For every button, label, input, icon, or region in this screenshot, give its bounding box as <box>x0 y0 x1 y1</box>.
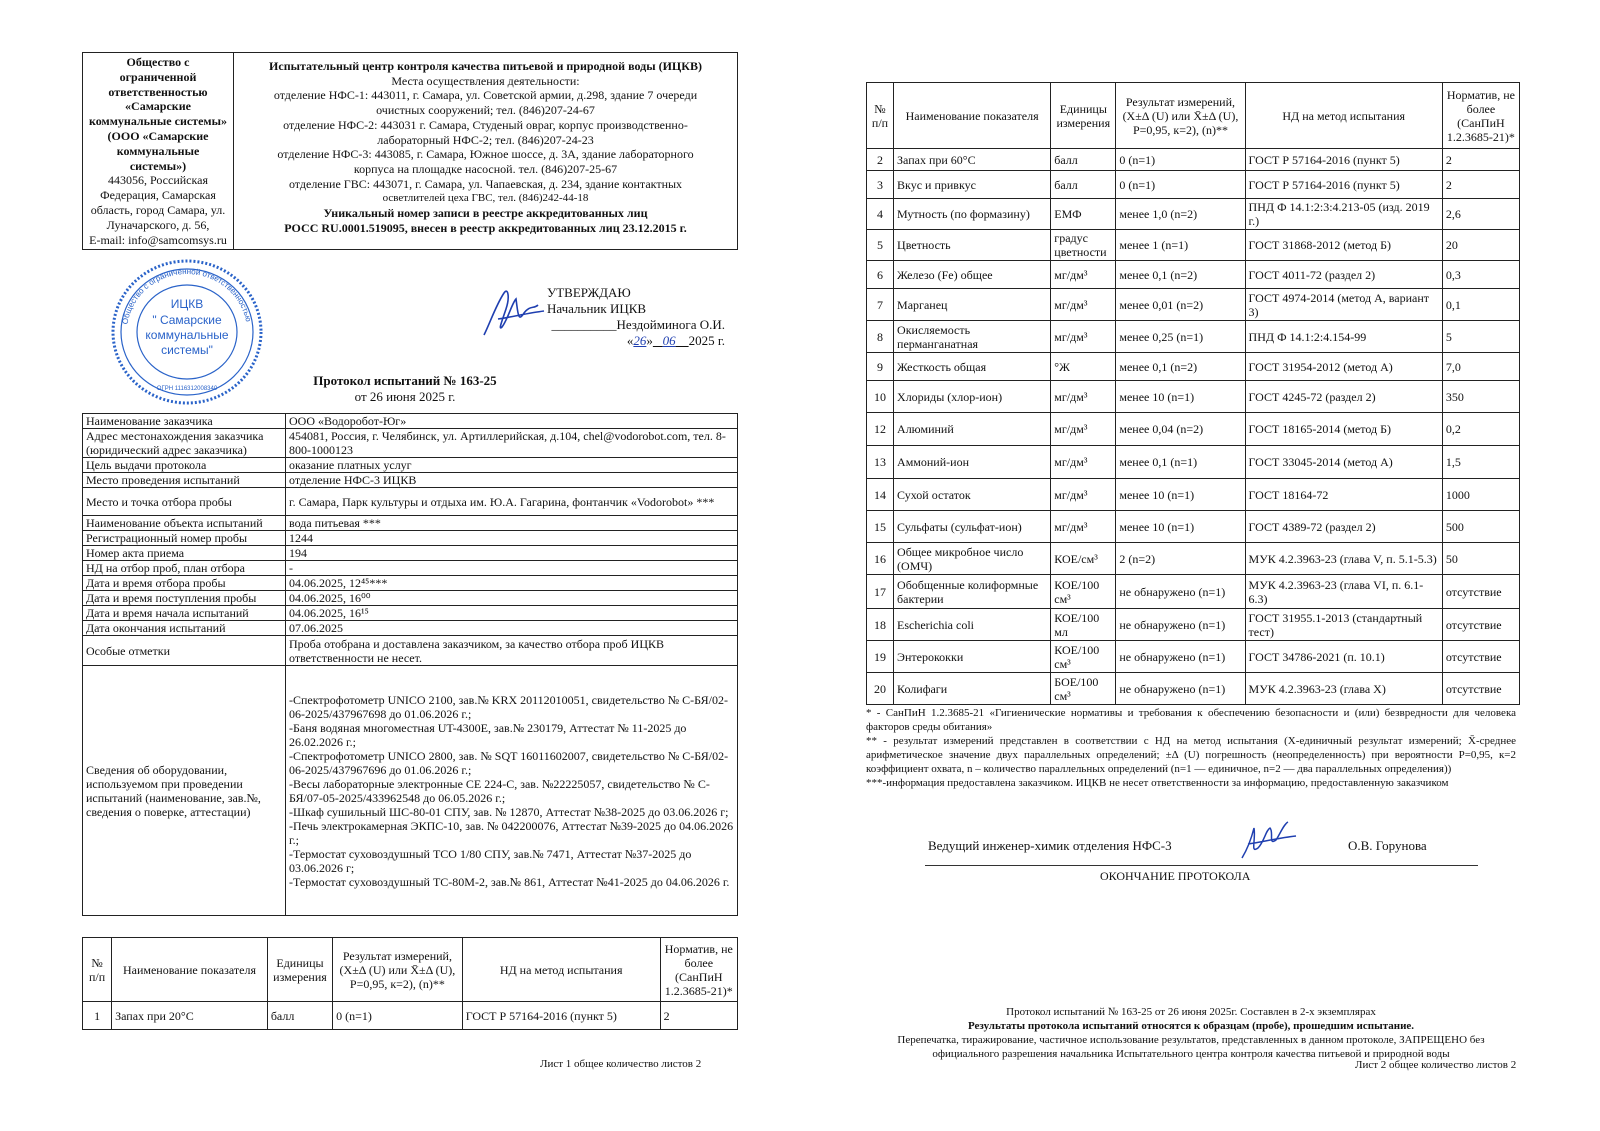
cell-name: Цветность <box>894 230 1051 261</box>
center-line: отделение НФС-1: 443011, г. Самара, ул. Советской армии, д.298, здание 7 очереди <box>273 88 698 103</box>
cell-norm: отсутствие <box>1442 575 1519 609</box>
cell-norm: 7,0 <box>1442 353 1519 381</box>
cell-method: ГОСТ 31954-2012 (метод А) <box>1245 353 1442 381</box>
info-key: Наименование объекта испытаний <box>83 516 286 531</box>
info-value: 04.06.2025, 12⁴⁵*** <box>286 576 738 591</box>
info-table <box>82 413 738 916</box>
header-num: № п/п <box>867 83 894 149</box>
info-key: НД на отбор проб, план отбора <box>83 561 286 576</box>
info-row <box>83 561 738 576</box>
cell-norm: отсутствие <box>1442 641 1519 673</box>
table-row <box>83 1002 738 1030</box>
table-row <box>867 199 1520 230</box>
organization-box <box>82 52 234 250</box>
cell-norm: 50 <box>1442 543 1519 575</box>
org-address: 443056, Российская Федерация, Самарская область, город Самара, ул. Луначарского, д. 56, E-mail: info@samcomsys.ru <box>89 173 227 247</box>
cell-norm: 500 <box>1442 511 1519 543</box>
results-table-page2 <box>866 82 1520 705</box>
stamp-ogrn: ОГРН 1116312008340 <box>156 386 218 392</box>
cell-result: менее 10 (n=1) <box>1116 511 1245 543</box>
approval-block <box>535 285 725 349</box>
info-value: - <box>286 561 738 576</box>
center-line: отделение НФС-3: 443085, г. Самара, Южное шоссе, д. 3А, здание лабораторного <box>277 147 694 162</box>
cell-name: Запах при 60°С <box>894 149 1051 171</box>
cell-norm: 5 <box>1442 321 1519 353</box>
cell-n: 20 <box>867 673 894 705</box>
table-row <box>867 230 1520 261</box>
table-row <box>867 289 1520 321</box>
cell-n: 10 <box>867 381 894 413</box>
header-method: НД на метод испытания <box>1245 83 1442 149</box>
info-key: Регистрационный номер пробы <box>83 531 286 546</box>
approve-position: Начальник ИЦКВ <box>547 301 647 316</box>
places-label: Места осуществления деятельности: <box>391 73 580 88</box>
cell-n: 19 <box>867 641 894 673</box>
cell-result: менее 0,04 (n=2) <box>1116 413 1245 446</box>
table-row <box>867 543 1520 575</box>
cell-method: ГОСТ 4011-72 (раздел 2) <box>1245 261 1442 289</box>
cell-name: Аммоний-ион <box>894 446 1051 479</box>
cell-unit: мг/дм³ <box>1051 261 1116 289</box>
cell-result: менее 1 (n=1) <box>1116 230 1245 261</box>
bottom-note-line: Протокол испытаний № 163-25 от 26 июня 2025г. Составлен в 2-х экземплярах <box>1006 1006 1376 1018</box>
stamp-center-text: коммунальные <box>145 328 229 342</box>
cell-method: ГОСТ 4389-72 (раздел 2) <box>1245 511 1442 543</box>
cell-name: Окисляемость перманганатная <box>894 321 1051 353</box>
cell-unit: °Ж <box>1051 353 1116 381</box>
cell-method: ГОСТ 4974-2014 (метод А, вариант 3) <box>1245 289 1442 321</box>
header-norm: Норматив, не более (СанПиН 1.2.3685-21)* <box>660 938 737 1002</box>
approve-day: 26 <box>633 333 647 348</box>
cell-result: не обнаружено (n=1) <box>1116 673 1245 705</box>
cell-unit: КОЕ/100 см³ <box>1051 641 1116 673</box>
info-value: г. Самара, Парк культуры и отдыха им. Ю.А. Гагарина, фонтанчик «Vodorobot» *** <box>286 488 738 516</box>
info-value: 07.06.2025 <box>286 621 738 636</box>
info-value: вода питьевая *** <box>286 516 738 531</box>
info-row <box>83 666 738 916</box>
info-value: отделение НФС-3 ИЦКВ <box>286 473 738 488</box>
cell-unit: балл <box>1051 171 1116 199</box>
cell-result: менее 10 (n=1) <box>1116 381 1245 413</box>
protocol-end-label: ОКОНЧАНИЕ ПРОТОКОЛА <box>1100 869 1251 883</box>
cell-n: 14 <box>867 479 894 511</box>
registry-line: Уникальный номер записи в реестре аккредитованных лиц <box>323 206 648 221</box>
header-unit: Единицы измерения <box>1051 83 1116 149</box>
cell-method: ГОСТ 18165-2014 (метод Б) <box>1245 413 1442 446</box>
organization-stamp <box>110 258 264 406</box>
cell-result: менее 10 (n=1) <box>1116 479 1245 511</box>
engineer-role: Ведущий инженер-химик отделения НФС-3 <box>928 838 1172 853</box>
cell-method: МУК 4.2.3963-23 (глава V, п. 5.1-5.3) <box>1245 543 1442 575</box>
info-value: ООО «Водоробот-Юг» <box>286 414 738 429</box>
cell-unit: балл <box>1051 149 1116 171</box>
cell-norm: 350 <box>1442 381 1519 413</box>
cell-unit: БОЕ/100 см³ <box>1051 673 1116 705</box>
cell-name: Алюминий <box>894 413 1051 446</box>
header-unit: Единицы измерения <box>267 938 332 1002</box>
approve-signer: __________Нездойминога О.И. <box>551 317 725 332</box>
footnotes <box>866 706 1516 790</box>
cell-result: 0 (n=1) <box>333 1002 463 1030</box>
cell-n: 4 <box>867 199 894 230</box>
info-row <box>83 546 738 561</box>
cell-result: не обнаружено (n=1) <box>1116 609 1245 641</box>
table-row <box>867 575 1520 609</box>
table-row <box>867 673 1520 705</box>
cell-unit: КОЕ/100 мл <box>1051 609 1116 641</box>
table-row <box>867 479 1520 511</box>
center-line: отделение НФС-2: 443031 г. Самара, Студеный овраг, корпус производственно- <box>283 117 688 132</box>
cell-unit: КОЕ/см³ <box>1051 543 1116 575</box>
info-key: Место проведения испытаний <box>83 473 286 488</box>
table-row <box>867 261 1520 289</box>
approve-date: «26» 06 2025 г. <box>626 333 725 348</box>
cell-unit: мг/дм³ <box>1051 381 1116 413</box>
cell-result: не обнаружено (n=1) <box>1116 641 1245 673</box>
stamp-center-text: ИЦКВ <box>170 297 204 311</box>
cell-result: не обнаружено (n=1) <box>1116 575 1245 609</box>
cell-norm: 2 <box>660 1002 737 1030</box>
cell-name: Марганец <box>894 289 1051 321</box>
info-key: Номер акта приема <box>83 546 286 561</box>
cell-n: 16 <box>867 543 894 575</box>
cell-result: менее 0,25 (n=1) <box>1116 321 1245 353</box>
cell-norm: 2 <box>1442 171 1519 199</box>
cell-method: МУК 4.2.3963-23 (глава X) <box>1245 673 1442 705</box>
cell-norm: 1000 <box>1442 479 1519 511</box>
info-key: Дата и время начала испытаний <box>83 606 286 621</box>
header-method: НД на метод испытания <box>462 938 660 1002</box>
cell-n: 17 <box>867 575 894 609</box>
info-value: 04.06.2025, 16¹⁵ <box>286 606 738 621</box>
table-row <box>867 609 1520 641</box>
info-row <box>83 636 738 666</box>
center-line: лабораторный НФС-2; тел. (846)207-24-23 <box>377 132 594 147</box>
cell-n: 7 <box>867 289 894 321</box>
cell-n: 8 <box>867 321 894 353</box>
cell-result: менее 0,1 (n=1) <box>1116 446 1245 479</box>
cell-n: 2 <box>867 149 894 171</box>
info-row <box>83 488 738 516</box>
info-value: 194 <box>286 546 738 561</box>
cell-n: 5 <box>867 230 894 261</box>
cell-name: Энтерококки <box>894 641 1051 673</box>
registry-number: РОСС RU.0001.519095, внесен в реестр аккредитованных лиц 23.12.2015 г. <box>284 220 687 235</box>
footnote-1: * - СанПиН 1.2.3685-21 «Гигиенические нормативы и требования к обеспечению безопасности и (или) безвредности для человека факторов среды обитания» <box>866 707 1516 733</box>
cell-method: ГОСТ 31868-2012 (метод Б) <box>1245 230 1442 261</box>
cell-unit: КОЕ/100 см³ <box>1051 575 1116 609</box>
results-table-page1 <box>82 937 738 1030</box>
org-name: Общество с ограниченной ответственностью «Самарские коммунальные системы» (ООО «Самарские коммунальные системы») <box>89 55 227 173</box>
info-value: оказание платных услуг <box>286 458 738 473</box>
cell-name: Escherichia coli <box>894 609 1051 641</box>
cell-unit: ЕМФ <box>1051 199 1116 230</box>
cell-n: 9 <box>867 353 894 381</box>
info-key: Цель выдачи протокола <box>83 458 286 473</box>
header-name: Наименование показателя <box>112 938 268 1002</box>
footnote-2: ** - результат измерений представлен в соответствии с НД на метод испытания (X-единичный результат измерений; X̄-среднее арифметическое значение двух параллельных определений; ±Δ (U) погрешность (неопределенность) при вероятности P=0,95, к=2 коэффициент охвата, n – количество параллельных определений (n=1 — единичное, n=2 — два параллельных определения)) <box>866 735 1516 775</box>
cell-result: менее 0,01 (n=2) <box>1116 289 1245 321</box>
info-row <box>83 576 738 591</box>
cell-norm: 20 <box>1442 230 1519 261</box>
cell-norm: 0,1 <box>1442 289 1519 321</box>
info-key: Адрес местонахождения заказчика (юридический адрес заказчика) <box>83 429 286 458</box>
info-value: Проба отобрана и доставлена заказчиком, за качество отбора проб ИЦКВ ответственности не несет. <box>286 636 738 666</box>
cell-norm: отсутствие <box>1442 673 1519 705</box>
cell-method: ПНД Ф 14.1:2:4.154-99 <box>1245 321 1442 353</box>
cell-norm: 2 <box>1442 149 1519 171</box>
cell-name: Общее микробное число (ОМЧ) <box>894 543 1051 575</box>
info-key: Дата окончания испытаний <box>83 621 286 636</box>
sheet-number: Лист 2 общее количество листов 2 <box>1355 1059 1517 1071</box>
cell-method: ПНД Ф 14.1:2:3:4.213-05 (изд. 2019 г.) <box>1245 199 1442 230</box>
stamp-ring-text: Общество с ограниченной ответственностью <box>120 266 254 325</box>
cell-method: МУК 4.2.3963-23 (глава VI, п. 6.1-6.3) <box>1245 575 1442 609</box>
cell-name: Сульфаты (сульфат-ион) <box>894 511 1051 543</box>
center-line: отделение ГВС: 443071, г. Самара, ул. Чапаевская, д. 234, здание контактных <box>288 176 683 191</box>
info-row <box>83 516 738 531</box>
info-row <box>83 429 738 458</box>
engineer-name: О.В. Горунова <box>1348 838 1427 853</box>
cell-n: 1 <box>83 1002 112 1030</box>
cell-name: Железо (Fe) общее <box>894 261 1051 289</box>
header-name: Наименование показателя <box>894 83 1051 149</box>
center-title: Испытательный центр контроля качества питьевой и природной воды (ИЦКВ) <box>269 59 702 73</box>
protocol-date: от 26 июня 2025 г. <box>354 389 456 404</box>
approve-label: УТВЕРЖДАЮ <box>547 285 631 300</box>
bottom-note-bold: Результаты протокола испытаний относятся к образцам (пробе), прошедшим испытание. <box>967 1020 1415 1032</box>
info-value: -Спектрофотометр UNICO 2100, зав.№ KRX 20112010051, свидетельство № С-БЯ/02-06-2025/437967698 до 01.06.2026 г.; -Баня водяная многоместная UT-4300E, зав.№ 230179, Аттестат № 11-2025 до 26.02.2026 г.; -Спектрофотометр UNICO 2800, зав. № SQT 16011602007, свидетельство № С-БЯ/02-06-2025/437967696 до 01.06.2026 г.; -Весы лабораторные электронные CE 224-C, зав. №22225057, свидетельство № С-БЯ/07-05-2025/433962548 до 06.05.2026 г.; -Шкаф сушильный ШС-80-01 СПУ, зав. № 12870, Аттестат №38-2025 до 03.06.2026 г; -Печь электрокамерная ЭКПС-10, зав. № 042200076, Аттестат №39-2025 до 04.06.2026 г.; -Термостат суховоздушный ТСО 1/80 СПУ, зав.№ 7471, Аттестат №37-2025 до 03.06.2026 г; -Термостат суховоздушный ТС-80М-2, зав.№ 861, Аттестат №41-2025 до 04.06.2026 г. <box>286 666 738 916</box>
info-row <box>83 458 738 473</box>
cell-norm: отсутствие <box>1442 609 1519 641</box>
table-row <box>867 321 1520 353</box>
cell-name: Колифаги <box>894 673 1051 705</box>
protocol-title: Протокол испытаний № 163-25 <box>313 373 497 388</box>
cell-n: 13 <box>867 446 894 479</box>
table-row <box>867 446 1520 479</box>
cell-name: Вкус и привкус <box>894 171 1051 199</box>
info-value: 1244 <box>286 531 738 546</box>
cell-n: 6 <box>867 261 894 289</box>
cell-unit: мг/дм³ <box>1051 511 1116 543</box>
info-row <box>83 414 738 429</box>
cell-method: ГОСТ 31955.1-2013 (стандартный тест) <box>1245 609 1442 641</box>
stamp-center-text: системы" <box>161 343 213 357</box>
cell-name: Жесткость общая <box>894 353 1051 381</box>
cell-unit: мг/дм³ <box>1051 321 1116 353</box>
cell-method: ГОСТ Р 57164-2016 (пункт 5) <box>462 1002 660 1030</box>
cell-unit: мг/дм³ <box>1051 479 1116 511</box>
table-row <box>867 149 1520 171</box>
table-row <box>867 641 1520 673</box>
cell-method: ГОСТ 33045-2014 (метод А) <box>1245 446 1442 479</box>
info-value: 454081, Россия, г. Челябинск, ул. Артиллерийская, д.104, chel@vodorobot.com, тел. 8-800-1000123 <box>286 429 738 458</box>
cell-n: 18 <box>867 609 894 641</box>
center-line: очистных сооружений; тел. (846)207-24-67 <box>376 103 595 118</box>
cell-method: ГОСТ 4245-72 (раздел 2) <box>1245 381 1442 413</box>
cell-name: Мутность (по формазину) <box>894 199 1051 230</box>
cell-norm: 0,3 <box>1442 261 1519 289</box>
info-key: Сведения об оборудовании, используемом при проведении испытаний (наименование, зав.№, сведения о поверке, аттестации) <box>83 666 286 916</box>
header-result: Результат измерений, (X±Δ (U) или X̄±Δ (U), P=0,95, к=2), (n)** <box>1116 83 1245 149</box>
cell-result: менее 0,1 (n=2) <box>1116 261 1245 289</box>
cell-unit: мг/дм³ <box>1051 289 1116 321</box>
info-key: Особые отметки <box>83 636 286 666</box>
info-value: 04.06.2025, 16⁰⁰ <box>286 591 738 606</box>
engineer-signature <box>1238 818 1300 864</box>
cell-name: Сухой остаток <box>894 479 1051 511</box>
cell-unit: балл <box>267 1002 332 1030</box>
info-key: Место и точка отбора пробы <box>83 488 286 516</box>
approve-month: 06 <box>662 333 676 348</box>
center-line: корпуса на площадке насосной. тел. (846)207-25-67 <box>353 161 618 176</box>
cell-method: ГОСТ 34786-2021 (п. 10.1) <box>1245 641 1442 673</box>
info-key: Наименование заказчика <box>83 414 286 429</box>
protocol-title-block <box>270 373 540 405</box>
cell-method: ГОСТ Р 57164-2016 (пункт 5) <box>1245 149 1442 171</box>
table-row <box>867 381 1520 413</box>
cell-norm: 2,6 <box>1442 199 1519 230</box>
table-row <box>867 353 1520 381</box>
cell-n: 3 <box>867 171 894 199</box>
table-row <box>867 413 1520 446</box>
cell-result: 0 (n=1) <box>1116 149 1245 171</box>
cell-name: Хлориды (хлор-ион) <box>894 381 1051 413</box>
info-row <box>83 606 738 621</box>
footnote-3: ***-информация предоставлена заказчиком. ИЦКВ не несет ответственности за информацию, предоставленную заказчиком <box>866 777 1449 789</box>
cell-n: 15 <box>867 511 894 543</box>
info-key: Дата и время отбора пробы <box>83 576 286 591</box>
cell-unit: градус цветности <box>1051 230 1116 261</box>
info-row <box>83 531 738 546</box>
cell-norm: 1,5 <box>1442 446 1519 479</box>
cell-method: ГОСТ Р 57164-2016 (пункт 5) <box>1245 171 1442 199</box>
cell-result: 0 (n=1) <box>1116 171 1245 199</box>
table-row <box>867 511 1520 543</box>
info-row <box>83 591 738 606</box>
info-row <box>83 473 738 488</box>
cell-unit: мг/дм³ <box>1051 413 1116 446</box>
signoff-divider <box>925 865 1478 866</box>
stamp-center-text: " Самарские <box>152 313 222 327</box>
info-row <box>83 621 738 636</box>
header-norm: Норматив, не более (СанПиН 1.2.3685-21)* <box>1442 83 1519 149</box>
bottom-note <box>866 1005 1516 1061</box>
bottom-note-line: Перепечатка, тиражирование, частичное использование результатов, представленных в данном протоколе, ЗАПРЕЩЕНО без официального разрешения начальника Испытательного центра контроля качества питьевой и природной воды <box>897 1034 1485 1060</box>
cell-result: менее 1,0 (n=2) <box>1116 199 1245 230</box>
sheet-number: Лист 1 общее количество листов 2 <box>540 1058 702 1070</box>
cell-result: 2 (n=2) <box>1116 543 1245 575</box>
header-num: № п/п <box>83 938 112 1002</box>
testing-center-box <box>233 52 738 250</box>
cell-method: ГОСТ 18164-72 <box>1245 479 1442 511</box>
header-result: Результат измерений, (X±Δ (U) или X̄±Δ (U), P=0,95, к=2), (n)** <box>333 938 463 1002</box>
cell-result: менее 0,1 (n=2) <box>1116 353 1245 381</box>
cell-name: Обобщенные колиформные бактерии <box>894 575 1051 609</box>
cell-n: 12 <box>867 413 894 446</box>
cell-name: Запах при 20°С <box>112 1002 268 1030</box>
cell-unit: мг/дм³ <box>1051 446 1116 479</box>
cell-norm: 0,2 <box>1442 413 1519 446</box>
info-key: Дата и время поступления пробы <box>83 591 286 606</box>
table-row <box>867 171 1520 199</box>
center-line: осветлителей цеха ГВС, тел. (846)242-44-18 <box>382 192 589 205</box>
